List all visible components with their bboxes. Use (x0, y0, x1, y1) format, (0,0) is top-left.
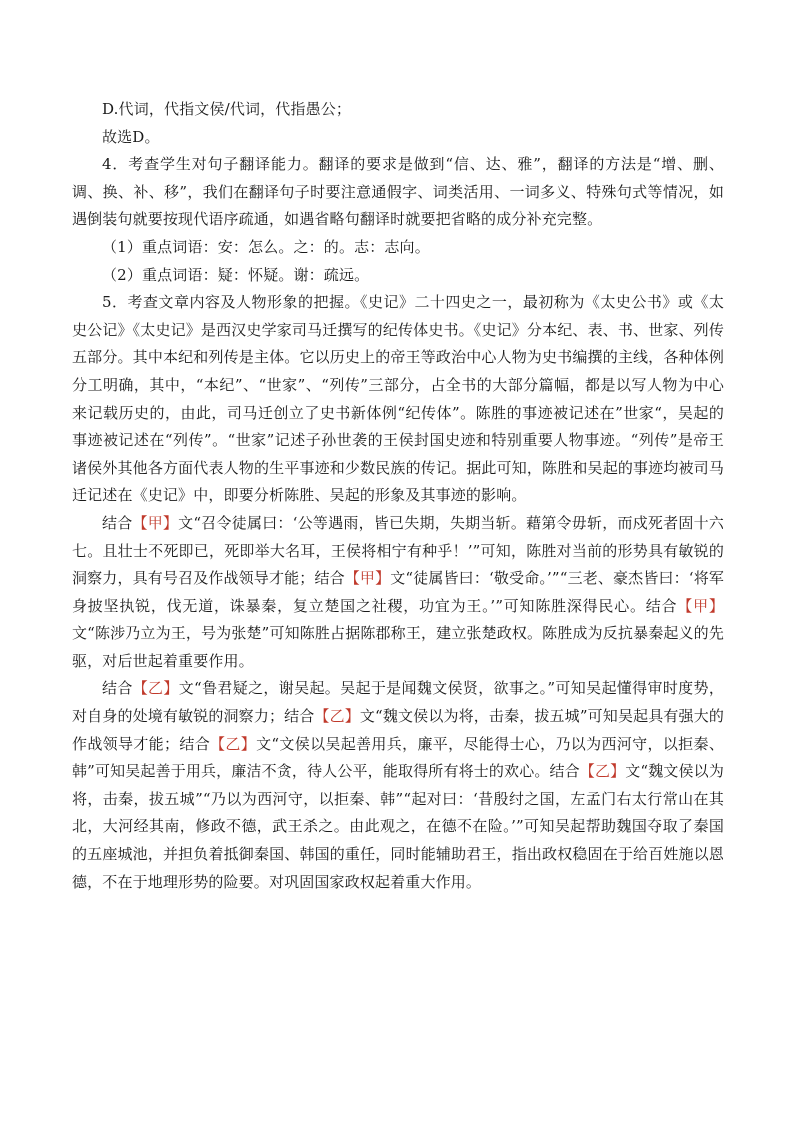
marker-jia: 【甲】 (344, 569, 391, 588)
marker-jia: 【甲】 (677, 596, 724, 615)
text-segment: 文“徒属皆曰：‘敬受命。’”“三老、豪杰皆曰：‘将军身披坚执锐，伐无道，诛暴秦，复立楚国之社稷，功宜为王。’”可知陈胜深得民心。结合 (72, 569, 725, 615)
marker-yi: 【乙】 (314, 707, 360, 726)
paragraph-q5-shiji: 5．考查文章内容及人物形象的把握。《史记》二十四史之一，最初称为《太史公书》或《太史公记》《太史记》是西汉史学家司马迁撰写的纪传体史书。《史记》分本纪、表、书、世家、列传五部分。其中本纪和列传是主体。它以历史上的帝王等政治中心人物为史书编撰的主线，各种体例分工明确，其中，“本纪”、“世家”、“列传”三部分，占全书的大部分篇幅，都是以写人物为中心来记载历史的，由此，司马迁创立了史书新体例“纪传体”。陈胜的事迹被记述在”世家“，吴起的事迹被记述在“列传”。“世家”记述子孙世袭的王侯封国史迹和特别重要人物事迹。“列传”是帝王诸侯外其他各方面代表人物的生平事迹和少数民族的传记。据此可知，陈胜和吴起的事迹均被司马迁记述在《史记》中，即要分析陈胜、吴起的形象及其事迹的影响。 (72, 293, 724, 505)
text-segment: 结合 (102, 679, 133, 698)
text-segment: 文“魏文侯以为将，击秦，拔五城”可知吴起具有强大的作战领导才能；结合 (72, 707, 725, 753)
paragraph-q5-wuqi (72, 675, 724, 896)
paragraph-q4-keywords-1: （1）重点词语：安：怎么。之：的。志：志向。 (102, 237, 430, 256)
text-segment: 结合 (102, 513, 133, 532)
text-segment: 文“召令徒属曰：‘公等遇雨，皆已失期，失期当斩。藉第令毋斩，而戍死者固十六七。且壮士不死即已，死即举大名耳，王侯将相宁有种乎！’”可知，陈胜对当前的形势具有敏锐的洞察力，具有号召及作战领导才能；结合 (72, 513, 724, 588)
text-segment: 文“鲁君疑之，谢吴起。吴起于是闻魏文侯贤，欲事之。”可知吴起懂得审时度势，对自身的处境有敏锐的洞察力；结合 (72, 679, 724, 726)
marker-yi: 【乙】 (210, 734, 257, 753)
marker-yi: 【乙】 (132, 679, 179, 698)
text-segment: 文“陈涉乃立为王，号为张楚”可知陈胜占据陈郡称王，建立张楚政权。陈胜成为反抗暴秦起义的先驱，对后世起着重要作用。 (72, 624, 724, 670)
marker-jia: 【甲】 (132, 513, 179, 532)
answer-analysis-body (72, 96, 724, 896)
text-segment: 文“文侯以吴起善用兵，廉平，尽能得士心，乃以为西河守，以拒秦、韩”可知吴起善于用兵，廉洁不贪，待人公平，能取得所有将士的欢心。结合 (72, 734, 724, 781)
paragraph-answer-choice: 故选D。 (102, 127, 160, 146)
text-segment: 文“魏文侯以为将，击秦，拔五城”“乃以为西河守，以拒秦、韩”“起对曰：‘昔殷纣之国，左孟门右太行常山在其北，大河经其南，修政不德，武王杀之。由此观之，在德不在险。’”可知吴起帮助魏国夺取了秦国的五座城池，并担负着抵御秦国、韩国的重任，同时能辅助君王，指出政权稳固在于给百姓施以恩德，不在于地理形势的险要。对巩固国家政权起着重大作用。 (72, 762, 724, 891)
marker-yi: 【乙】 (579, 762, 626, 781)
paragraph-q5-chensheng (72, 510, 724, 676)
paragraph-q4-translation: 4．考查学生对句子翻译能力。翻译的要求是做到“信、达、雅”，翻译的方法是“增、删、调、换、补、移”，我们在翻译句子时要注意通假字、词类活用、一词多义、特殊句式等情况，如遇倒装句就要按现代语序疏通，如遇省略句翻译时就要把省略的成分补充完整。 (72, 155, 724, 229)
paragraph-option-d: D.代词，代指文侯/代词，代指愚公； (102, 100, 352, 118)
paragraph-q4-keywords-2: （2）重点词语：疑：怀疑。谢：疏远。 (102, 265, 370, 284)
